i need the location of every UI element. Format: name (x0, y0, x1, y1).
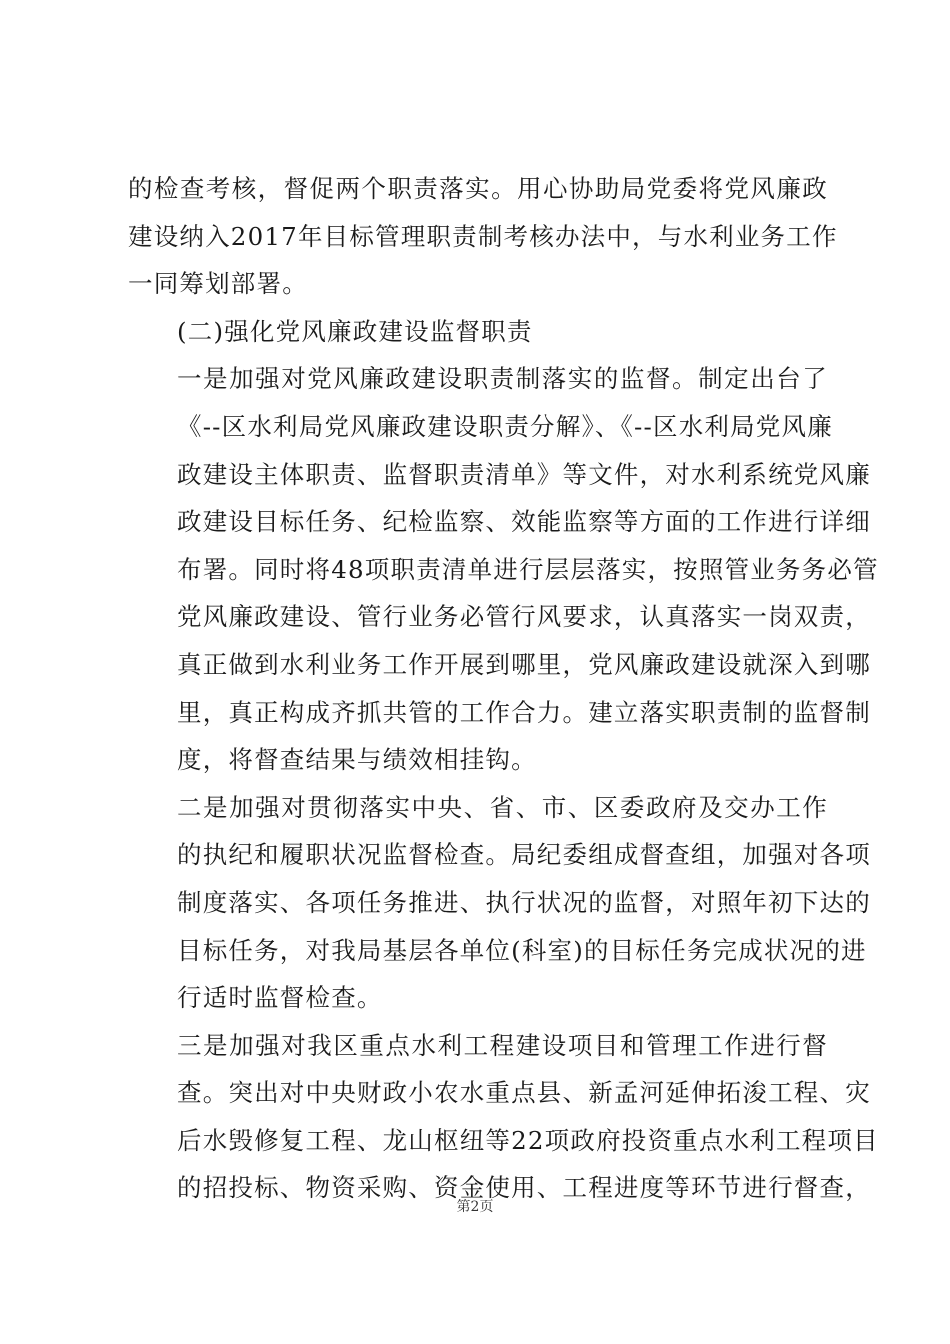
text-line: 行适时监督检查。 (177, 983, 383, 1013)
text-line: (二)强化党风廉政建设监督职责 (177, 316, 533, 346)
text-line: 二是加强对贯彻落实中央、省、市、区委政府及交办工作 (177, 792, 828, 822)
text-line: 的招投标、物资采购、资金使用、工程进度等环节进行督查， (177, 1173, 871, 1203)
text-line: 真正做到水利业务工作开展到哪里，党风廉政建设就深入到哪 (177, 649, 871, 679)
text-line: 里，真正构成齐抓共管的工作合力。建立落实职责制的监督制 (177, 697, 871, 727)
page-number: 第2页 (456, 1199, 494, 1215)
paragraph (128, 1022, 879, 1212)
paragraph (128, 355, 879, 783)
text-line: 的执纪和履职状况监督检查。局纪委组成督查组，加强对各项 (177, 840, 871, 870)
text-line: 三是加强对我区重点水利工程建设项目和管理工作进行督 (177, 1030, 828, 1060)
text-line: 查。突出对中央财政小农水重点县、新孟河延伸拓浚工程、灾 (177, 1078, 871, 1108)
text-line: 布署。同时将48项职责清单进行层层落实，按照管业务务必管 (177, 554, 879, 584)
text-line: 政建设主体职责、监督职责清单》等文件，对水利系统党风廉 (177, 459, 871, 489)
paragraph (128, 165, 838, 308)
paragraph (128, 308, 828, 356)
paragraph (128, 784, 871, 1022)
text-line: 一是加强对党风廉政建设职责制落实的监督。制定出台了 (177, 364, 828, 394)
text-line: 政建设目标任务、纪检监察、效能监察等方面的工作进行详细 (177, 507, 871, 537)
text-line: 党风廉政建设、管行业务必管行风要求，认真落实一岗双责， (177, 602, 871, 632)
text-line: 建设纳入2017年目标管理职责制考核办法中，与水利业务工作 (128, 221, 838, 251)
text-line: 一同筹划部署。 (128, 269, 308, 299)
text-line: 度，将督查结果与绩效相挂钩。 (177, 745, 537, 775)
text-line: 《--区水利局党风廉政建设职责分解》、《--区水利局党风廉 (177, 411, 833, 441)
text-line: 后水毁修复工程、龙山枢纽等22项政府投资重点水利工程项目 (177, 1125, 879, 1155)
text-line: 的检查考核，督促两个职责落实。用心协助局党委将党风廉政 (128, 174, 828, 203)
text-line: 目标任务，对我局基层各单位(科室)的目标任务完成状况的进 (177, 935, 867, 965)
text-line: 制度落实、各项任务推进、执行状况的监督，对照年初下达的 (177, 887, 871, 917)
document-body (128, 165, 879, 1212)
